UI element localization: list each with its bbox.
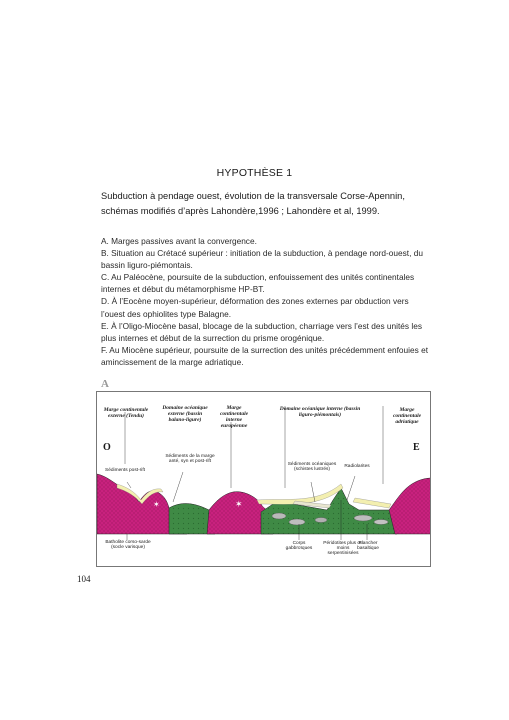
label-domaine-balano: Domaine océanique externe (bassin balano-ligure) — [162, 405, 208, 423]
label-corps-gabbro: Corps gabbroïques — [285, 541, 313, 552]
label-domaine-liguro: Domaine océanique interne (bassin liguro-piémontais) — [279, 406, 361, 418]
list-item: B. Situation au Crétacé supérieur : initiation de la subduction, à pendage nord-ouest, du bassin liguro-piémontais. — [101, 248, 423, 271]
cross-section-figure — [96, 391, 431, 567]
west-label: O — [103, 442, 111, 453]
label-sed-postrift: Sédiments post-rift — [105, 468, 145, 473]
list-item: C. Au Paléocène, poursuite de la subduction, enfouissement des unités continentales internes et début du métamorphisme HP-BT. — [101, 272, 415, 295]
list-item: F. Au Miocène supérieur, poursuite de la surrection des unités précédemment enfouies et amincissement de la marge adriatique. — [101, 344, 428, 367]
page-title: HYPOTHÈSE 1 — [216, 167, 293, 179]
label-batholite: Batholite corso-sarde (socle varisque) — [105, 540, 151, 551]
label-sed-marge: Sédiments de la marge anté, syn et post-rift — [165, 454, 215, 465]
page-number: 104 — [77, 574, 91, 584]
label-plancher: Plancher basaltique — [357, 541, 379, 552]
subtitle: Subduction à pendage ouest, évolution de la transversale Corse-Apennin, schémas modifiés d’après Lahondère,1996 ; Lahondère et al, 1999. — [101, 191, 405, 216]
svg-text:✶: ✶ — [153, 500, 160, 509]
label-radiolarites: Radiolarites — [344, 464, 370, 469]
list-item: D. À l’Eocène moyen-supérieur, déformation des zones externes par obduction vers l’ouest des ophiolites type Balagne. — [101, 296, 409, 319]
label-sed-oceaniques: Sédiments océaniques (schistes lustrés) — [287, 462, 337, 473]
label-marge-interne: Marge continentale interne européenne — [219, 405, 249, 429]
stage-list — [101, 235, 431, 368]
east-label: E — [413, 442, 420, 453]
label-marge-adriatique: Marge continentale adriatique — [392, 407, 422, 425]
label-marge-externe: Marge continentale externe (Tendu) — [103, 407, 149, 419]
list-item: A. Marges passives avant la convergence. — [101, 236, 257, 246]
svg-text:✶: ✶ — [235, 500, 243, 510]
figure-letter: A — [101, 378, 109, 390]
label-peridotites: Péridotites plus ou moins serpentinisées — [323, 541, 363, 557]
list-item: E. À l’Oligo-Miocène basal, blocage de la subduction, charriage vers l’est des unités les plus internes et début de la surrection du prisme orogénique. — [101, 320, 422, 343]
